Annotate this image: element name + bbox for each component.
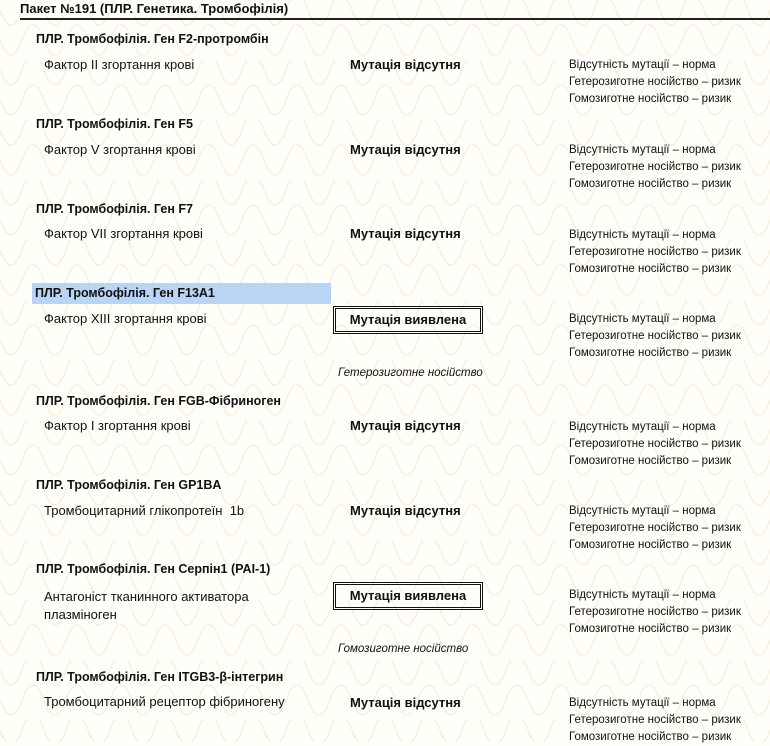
- section-title: ПЛР. Тромбофілія. Ген FGB-Фібриноген: [36, 394, 281, 408]
- ref-line: Гомозиготне носійство – ризик: [569, 731, 732, 743]
- result-value: Мутація відсутня: [350, 142, 461, 157]
- title-divider: [20, 18, 770, 20]
- result-value-positive: Мутація виявлена: [333, 582, 483, 610]
- factor-name: Фактор I згортання крові: [44, 418, 191, 433]
- section-title: ПЛР. Тромбофілія. Ген F7: [36, 202, 193, 216]
- carrier-note: Гомозиготне носійство: [338, 643, 469, 655]
- result-value: Мутація відсутня: [350, 57, 461, 72]
- ref-line: Гомозиготне носійство – ризик: [569, 263, 732, 275]
- ref-line: Відсутність мутації – норма: [569, 421, 716, 433]
- ref-line: Відсутність мутації – норма: [569, 59, 716, 71]
- ref-line: Відсутність мутації – норма: [569, 697, 716, 709]
- ref-line: Відсутність мутації – норма: [569, 589, 716, 601]
- result-value: Мутація відсутня: [350, 226, 461, 241]
- reference-values: [569, 311, 741, 362]
- ref-line: Гетерозиготне носійство – ризик: [569, 438, 741, 450]
- ref-line: Відсутність мутації – норма: [569, 229, 716, 241]
- section-title: ПЛР. Тромбофілія. Ген F5: [36, 117, 193, 131]
- ref-line: Гетерозиготне носійство – ризик: [569, 161, 741, 173]
- ref-line: Гомозиготне носійство – ризик: [569, 455, 732, 467]
- ref-line: Відсутність мутації – норма: [569, 144, 716, 156]
- factor-name: Фактор II згортання крові: [44, 57, 195, 72]
- factor-name: Антагоніст тканинного активатора плазміноген: [44, 589, 249, 622]
- section-title: ПЛР. Тромбофілія. Ген Серпін1 (PAI-1): [36, 562, 271, 576]
- reference-values: [569, 587, 741, 638]
- reference-values: [569, 142, 741, 193]
- ref-line: Гетерозиготне носійство – ризик: [569, 330, 741, 342]
- section-title-selected: ПЛР. Тромбофілія. Ген F13A1: [32, 283, 331, 304]
- ref-line: Гетерозиготне носійство – ризик: [569, 606, 741, 618]
- section-title: ПЛР. Тромбофілія. Ген ITGB3-β-інтегрин: [36, 670, 284, 684]
- result-value: Мутація відсутня: [350, 503, 461, 518]
- factor-name: Тромбоцитарний рецептор фібриногену: [44, 694, 285, 709]
- ref-line: Гетерозиготне носійство – ризик: [569, 714, 741, 726]
- ref-line: Гомозиготне носійство – ризик: [569, 623, 732, 635]
- package-title: Пакет №191 (ПЛР. Генетика. Тромбофілія): [20, 1, 289, 16]
- ref-line: Гомозиготне носійство – ризик: [569, 539, 732, 551]
- reference-values: [569, 57, 741, 108]
- section-title: ПЛР. Тромбофілія. Ген GP1BA: [36, 478, 222, 492]
- ref-line: Гетерозиготне носійство – ризик: [569, 522, 741, 534]
- reference-values: [569, 227, 741, 278]
- reference-values: [569, 419, 741, 470]
- ref-line: Відсутність мутації – норма: [569, 505, 716, 517]
- factor-name: Фактор V згортання крові: [44, 142, 196, 157]
- ref-line: Відсутність мутації – норма: [569, 313, 716, 325]
- ref-line: Гетерозиготне носійство – ризик: [569, 246, 741, 258]
- ref-line: Гетерозиготне носійство – ризик: [569, 76, 741, 88]
- section-title: ПЛР. Тромбофілія. Ген F2-протромбін: [36, 32, 269, 46]
- ref-line: Гомозиготне носійство – ризик: [569, 178, 732, 190]
- reference-values: [569, 695, 741, 746]
- ref-line: Гомозиготне носійство – ризик: [569, 347, 732, 359]
- ref-line: Гомозиготне носійство – ризик: [569, 93, 732, 105]
- factor-name: Фактор XIII згортання крові: [44, 311, 207, 326]
- factor-name: Фактор VII згортання крові: [44, 226, 203, 241]
- result-value: Мутація відсутня: [350, 695, 461, 710]
- reference-values: [569, 503, 741, 554]
- carrier-note: Гетерозиготне носійство: [338, 367, 483, 379]
- result-value: Мутація відсутня: [350, 418, 461, 433]
- result-value-positive: Мутація виявлена: [333, 306, 483, 334]
- factor-name: Тромбоцитарний глікопротеїн 1b: [44, 503, 245, 518]
